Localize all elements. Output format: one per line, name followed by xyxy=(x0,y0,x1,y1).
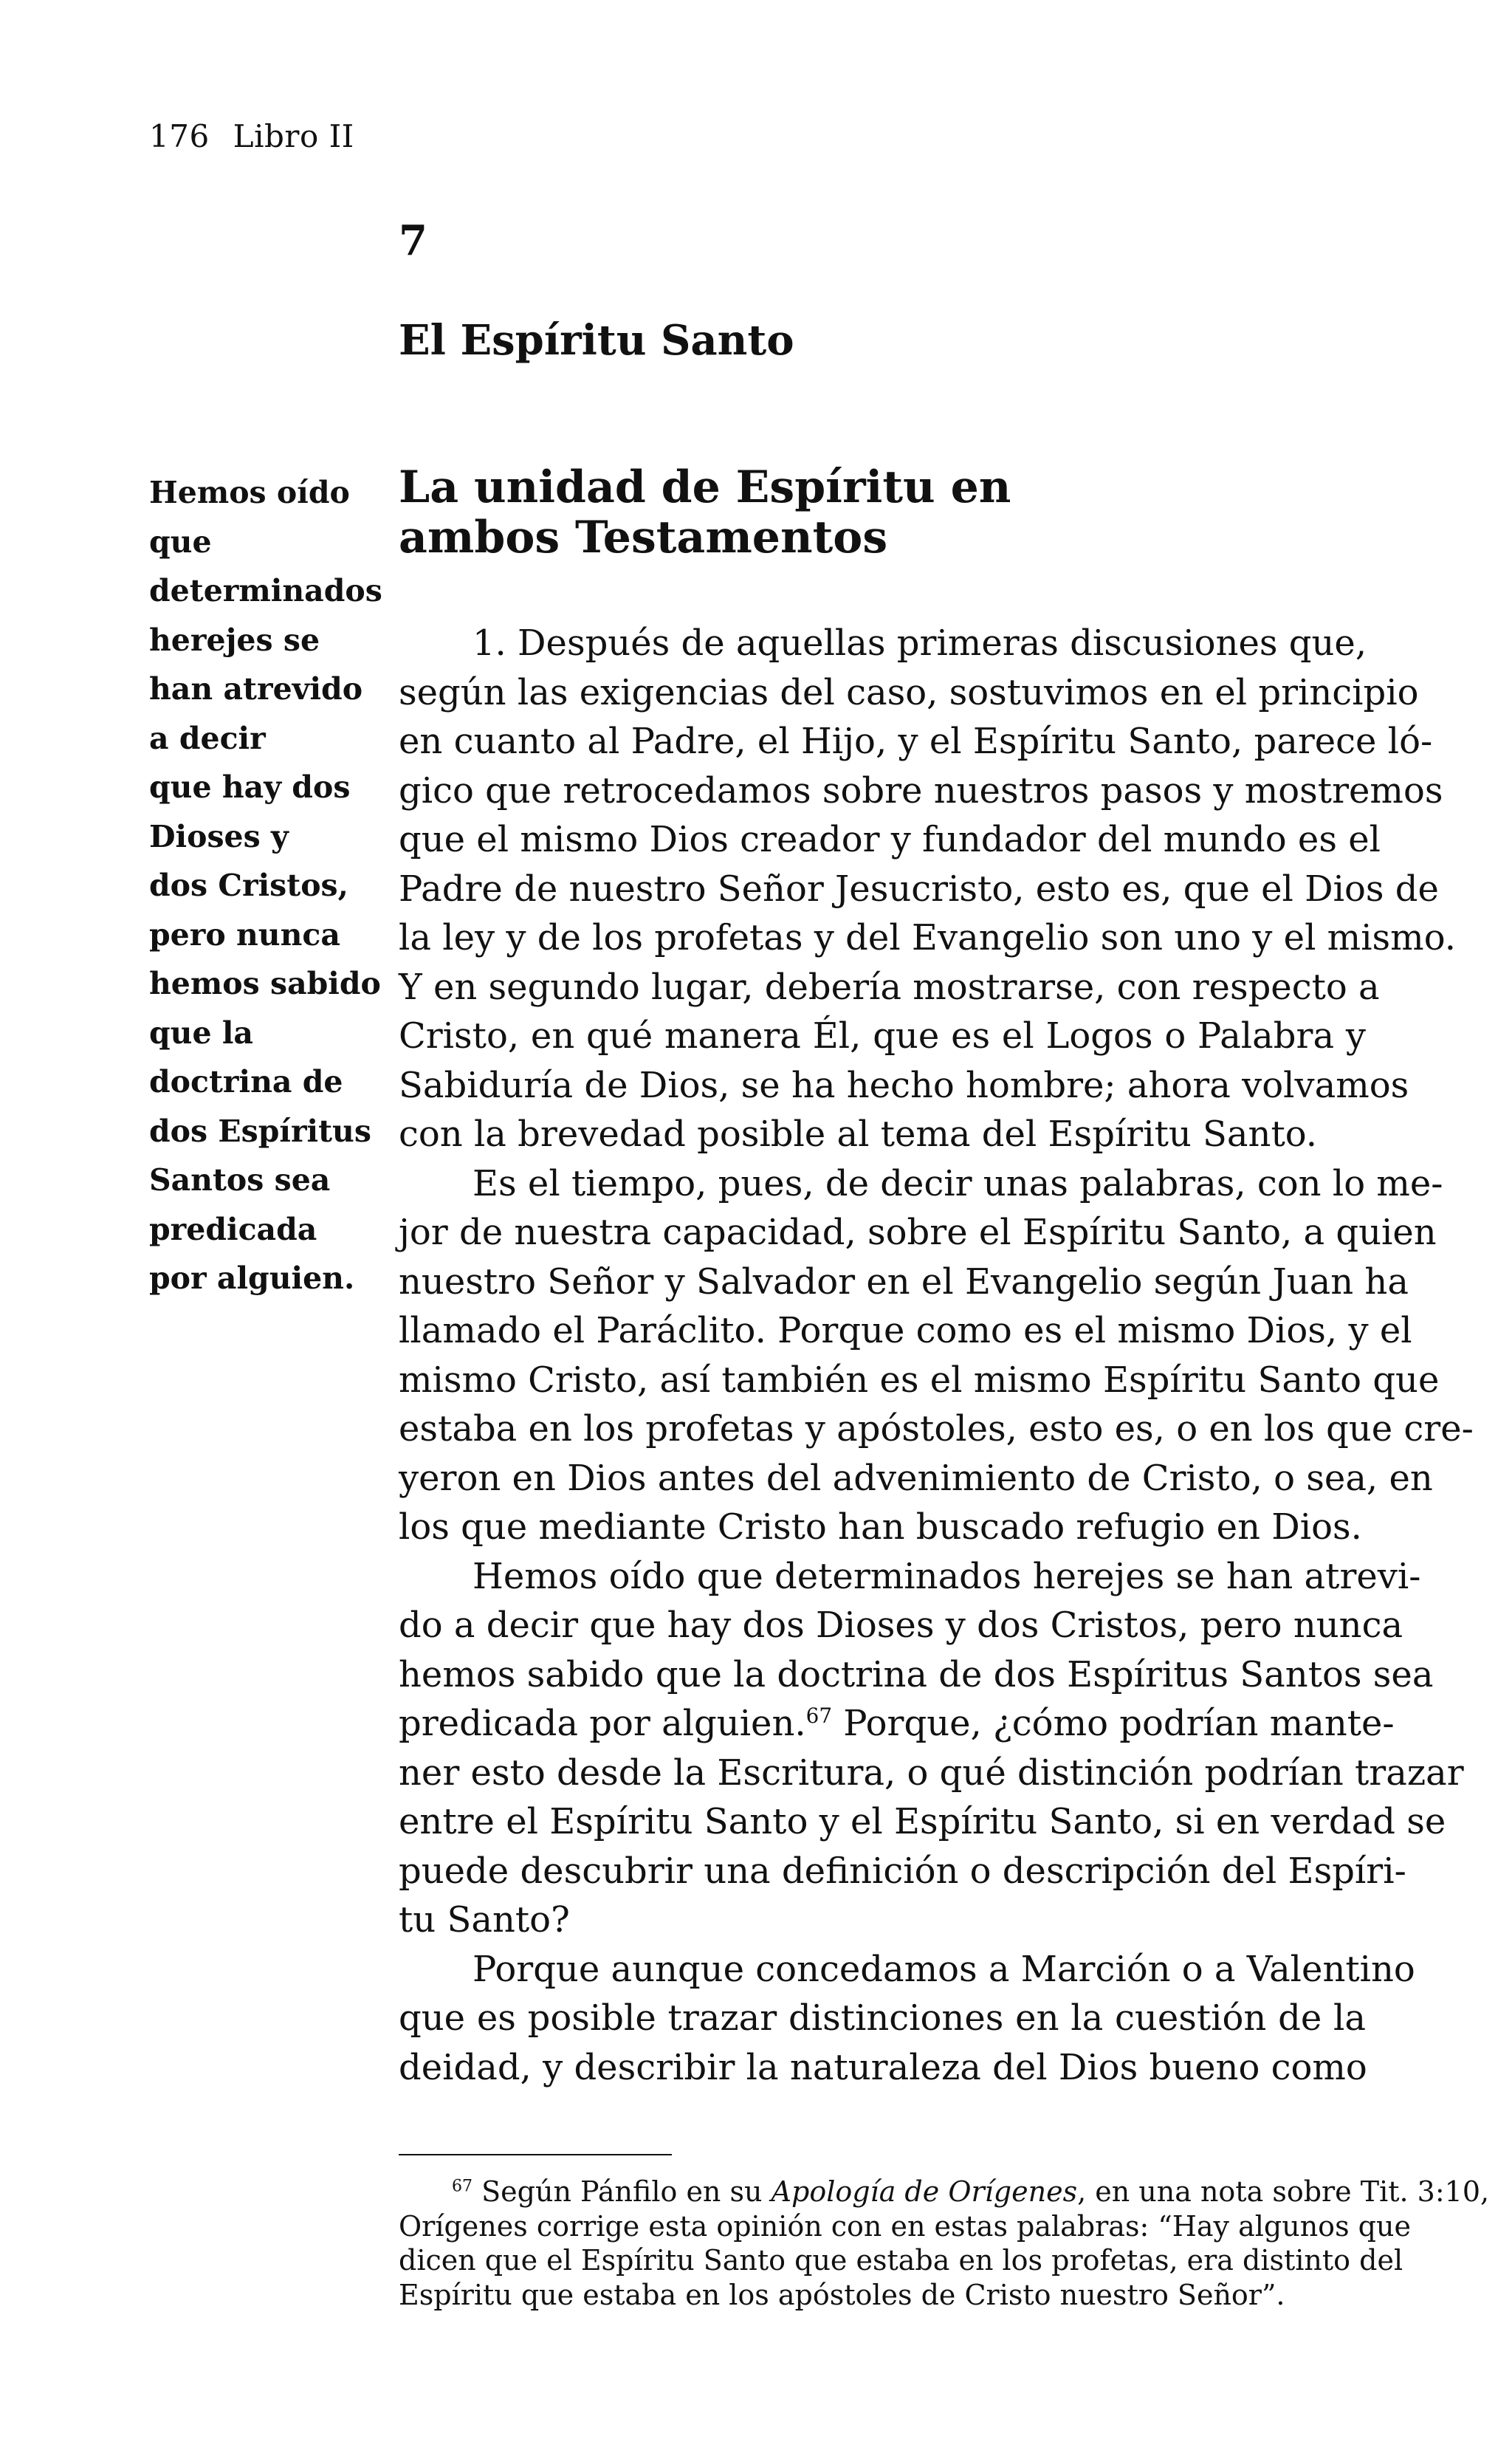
margin-note-line: Santos sea xyxy=(149,1162,331,1198)
body-line: Porque aunque concedamos a Marción o a Valentino xyxy=(472,1948,1415,1990)
body-line: puede descubrir una definición o descripción del Espíri- xyxy=(399,1850,1406,1892)
running-head xyxy=(149,118,354,154)
footnote-marker: 67 xyxy=(452,2177,473,2196)
body-line-with-footnote-ref xyxy=(399,1699,1395,1749)
margin-note xyxy=(149,468,382,1303)
body-line: Sabiduría de Dios, se ha hecho hombre; ahora volvamos xyxy=(399,1064,1409,1106)
margin-note-line: doctrina de xyxy=(149,1064,343,1099)
chapter-number: 7 xyxy=(399,216,427,265)
body-line: la ley y de los profetas y del Evangelio son uno y el mismo. xyxy=(399,917,1457,958)
margin-note-line: que la xyxy=(149,1015,253,1051)
body-line: los que mediante Cristo han buscado refugio en Dios. xyxy=(399,1506,1362,1548)
body-line: Padre de nuestro Señor Jesucristo, esto es, que el Dios de xyxy=(399,868,1439,910)
body-line: llamado el Paráclito. Porque como es el mismo Dios, y el xyxy=(399,1310,1412,1351)
body-line: con la brevedad posible al tema del Espíritu Santo. xyxy=(399,1114,1318,1155)
section-title-line: La unidad de Espíritu en xyxy=(399,462,1011,513)
body-line: tu Santo? xyxy=(399,1899,570,1941)
body-line: según las exigencias del caso, sostuvimos en el principio xyxy=(399,671,1419,713)
body-line: Cristo, en qué manera Él, que es el Logos o Palabra y xyxy=(399,1015,1366,1057)
body-line: estaba en los profetas y apóstoles, esto es, o en los que cre- xyxy=(399,1408,1474,1450)
footnote-rule xyxy=(399,2154,672,2155)
margin-note-line: por alguien. xyxy=(149,1260,355,1296)
body-line: hemos sabido que la doctrina de dos Espíritus Santos sea xyxy=(399,1653,1434,1695)
footnote xyxy=(399,2175,1490,2312)
footnote-line: dicen que el Espíritu Santo que estaba en los profetas, era distinto del xyxy=(399,2244,1403,2277)
body-text xyxy=(399,619,1474,2092)
footnote-line: Orígenes corrige esta opinión con en estas palabras: “Hay algunos que xyxy=(399,2209,1411,2243)
footnote-work-title: Apología de Orígenes xyxy=(771,2175,1078,2208)
body-line: yeron en Dios antes del advenimiento de Cristo, o sea, en xyxy=(399,1457,1433,1499)
margin-note-line: que hay dos xyxy=(149,769,351,805)
body-line: entre el Espíritu Santo y el Espíritu Santo, si en verdad se xyxy=(399,1801,1446,1842)
margin-note-line: herejes se xyxy=(149,622,320,658)
body-line: nuestro Señor y Salvador en el Evangelio según Juan ha xyxy=(399,1260,1409,1303)
body-line: Y en segundo lugar, debería mostrarse, con respecto a xyxy=(399,966,1380,1008)
body-line: gico que retrocedamos sobre nuestros pasos y mostremos xyxy=(399,769,1443,812)
body-line: Hemos oído que determinados herejes se han atrevi- xyxy=(472,1555,1421,1597)
body-line: jor de nuestra capacidad, sobre el Espíritu Santo, a quien xyxy=(399,1212,1437,1253)
margin-note-line: pero nunca xyxy=(149,916,340,953)
body-line: que el mismo Dios creador y fundador del mundo es el xyxy=(399,819,1381,860)
footnote-line xyxy=(399,2175,1490,2209)
margin-note-line: predicada xyxy=(149,1211,317,1247)
body-line: Es el tiempo, pues, de decir unas palabras, con lo me- xyxy=(472,1162,1443,1204)
margin-note-line: determinados xyxy=(149,573,382,608)
footnote-reference[interactable]: 67 xyxy=(805,1704,833,1728)
body-line: do a decir que hay dos Dioses y dos Cristos, pero nunca xyxy=(399,1605,1403,1646)
footnote-text: , en una nota sobre Tit. 3:10, xyxy=(1077,2175,1490,2208)
body-line: que es posible trazar distinciones en la cuestión de la xyxy=(399,1997,1366,2039)
section-title-line: ambos Testamentos xyxy=(399,512,888,563)
section-title xyxy=(399,462,1011,563)
margin-note-line: a decir xyxy=(149,720,266,756)
margin-note-line: que xyxy=(149,524,212,560)
body-line: deidad, y describir la naturaleza del Dios bueno como xyxy=(399,2046,1367,2088)
margin-note-line: Dioses y xyxy=(149,818,289,854)
body-line: ner esto desde la Escritura, o qué distinción podrían trazar xyxy=(399,1752,1464,1794)
margin-note-line: han atrevido xyxy=(149,671,363,707)
body-line: 1. Después de aquellas primeras discusiones que, xyxy=(472,622,1367,664)
footnote-text: Según Pánfilo en su xyxy=(472,2175,772,2208)
running-head-book: Libro II xyxy=(233,118,354,154)
footnote-line: Espíritu que estaba en los apóstoles de Cristo nuestro Señor”. xyxy=(399,2278,1285,2311)
margin-note-line: dos Cristos, xyxy=(149,868,348,903)
body-text-segment: Porque, ¿cómo podrían mante- xyxy=(832,1703,1395,1744)
margin-note-line: dos Espíritus xyxy=(149,1113,371,1149)
margin-note-line: hemos sabido xyxy=(149,966,381,1001)
body-text-segment: predicada por alguien. xyxy=(399,1703,806,1744)
body-line: mismo Cristo, así también es el mismo Espíritu Santo que xyxy=(399,1359,1440,1401)
margin-note-line: Hemos oído xyxy=(149,475,350,510)
page-number: 176 xyxy=(149,118,210,154)
body-line: en cuanto al Padre, el Hijo, y el Espíritu Santo, parece ló- xyxy=(399,721,1433,762)
chapter-title: El Espíritu Santo xyxy=(399,316,794,365)
